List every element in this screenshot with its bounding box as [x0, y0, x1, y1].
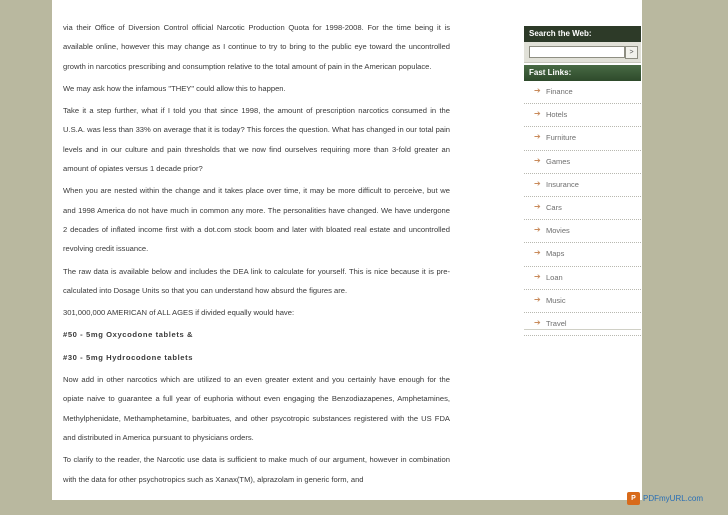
fast-link-finance[interactable]	[524, 81, 641, 104]
fast-link-label[interactable]: Music	[546, 295, 566, 305]
fast-link-label[interactable]: Finance	[546, 87, 573, 96]
fast-link-label[interactable]: Loan	[546, 272, 563, 282]
article-paragraph: To clarify to the reader, the Narcotic use data is sufficient to make much of our argument, however in combination with the data for other psychotropics such as Xanax(TM), alprazolam in generic form, and	[63, 455, 450, 484]
fast-link-label[interactable]: Furniture	[546, 133, 577, 143]
fast-link-loan[interactable]	[524, 267, 641, 290]
fast-link-label[interactable]: Insurance	[546, 179, 579, 189]
fast-link-music[interactable]	[524, 290, 641, 313]
right-margin-band	[642, 0, 728, 515]
search-go-button[interactable]: >	[625, 46, 638, 59]
arrow-right-icon: ➔	[534, 86, 541, 95]
sidebar	[524, 26, 641, 330]
article-paragraph: The raw data is available below and includes the DEA link to calculate for yourself. This is nice because it is pre-calculated into Dosage Units so that you can understand how absurd the figures are.	[63, 266, 450, 295]
article-body	[63, 18, 450, 492]
article-paragraph: via their Office of Diversion Control official Narcotic Production Quota for 1998-2008. For the time being it is available online, however this may change as I continue to try to bring to the public eye toward the uncontrolled growth in narcotics prescribing and consumption relative to the total amount of pain in the American populace.	[63, 23, 450, 71]
fast-link-label[interactable]: Cars	[546, 202, 562, 212]
article-paragraph: Now add in other narcotics which are utilized to an even greater extent and you certainly have enough for the opiate naive to guarantee a full year of euphoria without even engaging the Benzodiazapenes, Amphetamines, Methylphenidate, Methamphetamine, barbituates, and other psycotropic substances registered with the US FDA and distributed in America pursuant to physicians orders.	[63, 375, 450, 442]
arrow-right-icon: ➔	[534, 271, 541, 281]
fast-links-panel	[524, 81, 641, 330]
arrow-right-icon: ➔	[534, 155, 541, 165]
arrow-right-icon: ➔	[534, 201, 541, 211]
bottom-band	[52, 500, 642, 515]
article-paragraph: We may ask how the infamous "THEY" could allow this to happen.	[63, 83, 286, 93]
fast-link-insurance[interactable]	[524, 174, 641, 197]
arrow-right-icon: ➔	[534, 225, 541, 235]
arrow-right-icon: ➔	[534, 109, 541, 119]
article-paragraph: Take it a step further, what if I told you that since 1998, the amount of prescription narcotics consumed in the U.S.A. was less than 33% on average that it is today? This forces the question. What has changed in our total pain levels and in our culture and pain thresholds that we now find ourselves requiring more than 3-fold greater an amount of opiates versus 1 decade prior?	[63, 106, 450, 174]
search-row	[524, 42, 641, 63]
search-input[interactable]	[529, 46, 625, 58]
fast-links-header: Fast Links:	[524, 65, 641, 81]
fast-link-maps[interactable]	[524, 243, 641, 266]
search-web-header: Search the Web:	[524, 26, 641, 42]
fast-link-label[interactable]: Hotels	[546, 110, 568, 120]
fast-link-label[interactable]: Travel	[546, 318, 567, 328]
pdfmyurl-logo[interactable]	[627, 491, 703, 505]
fast-link-label[interactable]: Movies	[546, 226, 570, 236]
fast-link-movies[interactable]	[524, 220, 641, 243]
dosage-line-oxycodone: #50 - 5mg Oxycodone tablets &	[63, 330, 194, 340]
article-paragraph: When you are nested within the change and it takes place over time, it may be more difficult to perceive, but we and 1998 America do not have much in common any more. The personalities have changed. We have undergone 2 decades of inflated income first with a dot.com stock boom and later with bloated real estate and uncontrolled revolving credit issuance.	[63, 186, 450, 254]
fast-link-furniture[interactable]	[524, 127, 641, 150]
fast-link-hotels[interactable]	[524, 104, 641, 127]
fast-link-label[interactable]: Games	[546, 156, 571, 166]
fast-link-games[interactable]	[524, 151, 641, 174]
fast-link-cars[interactable]	[524, 197, 641, 220]
pdfmyurl-brand[interactable]: PDFmyURL.com	[643, 493, 704, 503]
arrow-right-icon: ➔	[534, 178, 541, 188]
left-margin-band	[0, 0, 52, 515]
arrow-right-icon: ➔	[534, 294, 541, 304]
arrow-right-icon: ➔	[534, 317, 541, 327]
dosage-line-hydrocodone: #30 - 5mg Hydrocodone tablets	[63, 352, 194, 362]
fast-link-label[interactable]: Maps	[546, 249, 565, 259]
arrow-right-icon: ➔	[534, 248, 541, 258]
pdfmyurl-icon: P	[627, 492, 640, 505]
arrow-right-icon: ➔	[534, 132, 541, 142]
fast-link-travel[interactable]	[524, 313, 641, 336]
article-paragraph: 301,000,000 AMERICAN of ALL AGES if divided equally would have:	[63, 308, 295, 318]
